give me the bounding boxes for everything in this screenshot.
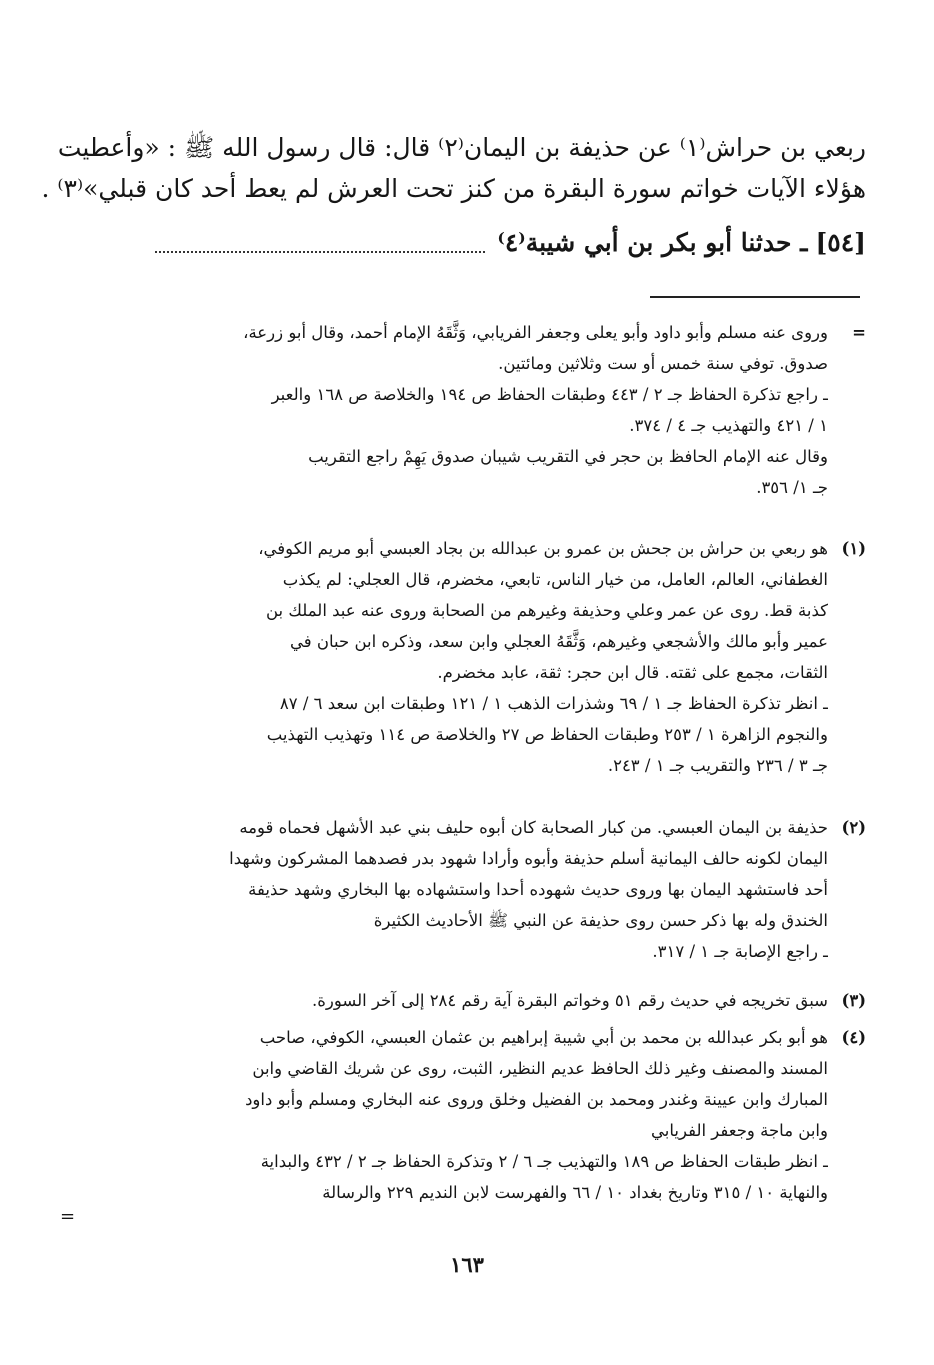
footnote-line: وقال عنه الإمام الحافظ بن حجر في التقريب شيبان صدوق يَهِمْ راجع التقريب — [308, 447, 828, 466]
hadith-chain: ـ حدثنا أبو بكر بن أبي شيبة⁽٤⁾ — [497, 228, 808, 257]
footnote-line: ـ انظر تذكرة الحفاظ جـ ١ / ٦٩ وشذرات الذهب ١ / ١٢١ وطبقات ابن سعد ٦ / ٨٧ — [279, 694, 828, 713]
footnote-marker: (٤) — [841, 1028, 866, 1047]
footnote-4 — [60, 985, 866, 1016]
footnote-line: جـ ١/ ٣٥٦. — [756, 478, 828, 497]
footnote-line: جـ ٣ / ٢٣٦ والتقريب جـ ١ / ٢٤٣. — [607, 756, 828, 775]
footnote-text — [60, 317, 828, 503]
footnote-text — [60, 985, 828, 1016]
footnote-line: الخندق وله بها ذكر حسن روى حذيفة عن النبي ﷺ الأحاديث الكثيرة — [373, 911, 828, 930]
footnote-text — [60, 533, 828, 781]
continuation-mark: = — [60, 1206, 76, 1227]
footnote-line: سبق تخريجه في حديث رقم ٥١ وخواتم البقرة آية رقم ٢٨٤ إلى آخر السورة. — [311, 991, 828, 1010]
footnote-line: هو أبو بكر عبدالله بن محمد بن أبي شيبة إبراهيم بن عثمان العبسي، الكوفي، صاحب — [259, 1028, 828, 1047]
footnote-line: صدوق. توفي سنة خمس أو ست وثلاثين ومائتين. — [498, 354, 828, 373]
footnote-line: المبارك وابن عيينة وغندر ومحمد بن الفضيل وخلق وروى عنه البخاري ومسلم وأبو داود — [245, 1090, 828, 1109]
main-text-line-1: ربعي بن حراش⁽١⁾ عن حذيفة بن اليمان⁽٢⁾ قال: قال رسول الله ﷺ : «وأعطيت — [57, 133, 866, 162]
footnote-line: الغطفاني، العالم، العامل، من خيار الناس، تابعي، مخضرم، قال العجلي: لم يكذب — [282, 570, 828, 589]
footnote-line: المسند والمصنف وغير ذلك الحافظ عديم النظير، الثبت، روى عن شريك القاضي وابن — [252, 1059, 828, 1078]
footnote-marker: = — [852, 323, 866, 342]
footnote-line: الثقات، مجمع على ثقته. قال ابن حجر: ثقة، عابد مخضرم. — [437, 663, 828, 682]
footnote-line: هو ربعي بن حراش بن جحش بن عمرو بن عبدالله بن بجاد العبسي أبو مريم الكوفي، — [258, 539, 828, 558]
hadith-number: [٥٤] — [815, 228, 866, 257]
footnote-line: عمير وأبو مالك والأشجعي وغيرهم، وَثَّقَهُ العجلي وابن سعد، وذكره ابن حبان في — [290, 632, 828, 651]
dotted-leader — [155, 237, 485, 253]
footnote-line: وروى عنه مسلم وأبو داود وأبو يعلى وجعفر الفريابي، وَثَّقَهُ الإمام أحمد، وقال أبو زرعة، — [243, 323, 828, 342]
footnote-marker: (١) — [841, 539, 866, 558]
footnote-marker: (٢) — [841, 818, 866, 837]
footnote-line: والنجوم الزاهرة ١ / ٢٥٣ وطبقات الحفاظ ص ٢٧ والخلاصة ص ١١٤ وتهذيب التهذيب — [266, 725, 828, 744]
main-text-line-2: هؤلاء الآيات خواتم سورة البقرة من كنز تحت العرش لم يعط أحد كان قبلي»⁽٣⁾ . — [41, 174, 866, 203]
footnote-line: ـ راجع تذكرة الحفاظ جـ ٢ / ٤٤٣ وطبقات الحفاظ ص ١٩٤ والخلاصة ص ١٦٨ والعبر — [271, 385, 828, 404]
footnote-line: حذيفة بن اليمان العبسي. من كبار الصحابة كان أبوه حليف بني عبد الأشهل فحماه قومه — [239, 818, 828, 837]
footnote-line: ١ / ٤٢١ والتهذيب جـ ٤ / ٣٧٤. — [629, 416, 828, 435]
footnote-2 — [60, 533, 866, 781]
footnote-5 — [60, 1022, 866, 1208]
footnote-text — [60, 812, 828, 967]
main-text-line-3 — [66, 228, 866, 257]
footnote-text — [60, 1022, 828, 1208]
footnote-3 — [60, 812, 866, 967]
footnote-line: أحد فاستشهد اليمان بها وروى حديث شهوده أحدا واستشهاده بها البخاري وشهد حذيفة — [248, 880, 828, 899]
footnote-1 — [60, 317, 866, 503]
footnote-line: اليمان لكونه حالف اليمانية أسلم حذيفة وأبوه وأرادا شهود بدر فصدهما المشركون وشهدا — [229, 849, 828, 868]
page-number: ١٦٣ — [450, 1252, 484, 1277]
footnote-marker: (٣) — [841, 991, 866, 1010]
footnote-separator — [650, 296, 860, 298]
footnote-line: ـ راجع الإصابة جـ ١ / ٣١٧. — [652, 942, 828, 961]
footnote-line: والنهاية ١٠ / ٣١٥ وتاريخ بغداد ١٠ / ٦٦ والفهرست لابن النديم ٢٢٩ والرسالة — [322, 1183, 828, 1202]
footnote-line: وابن ماجة وجعفر الفريابي — [651, 1121, 828, 1140]
footnote-line: ـ انظر طبقات الحفاظ ص ١٨٩ والتهذيب جـ ٦ / ٢ وتذكرة الحفاظ جـ ٢ / ٤٣٢ والبداية — [260, 1152, 828, 1171]
footnote-line: كذبة قط. روى عن عمر وعلي وحذيفة وغيرهم من الصحابة وروى عنه عبد الملك بن — [265, 601, 828, 620]
